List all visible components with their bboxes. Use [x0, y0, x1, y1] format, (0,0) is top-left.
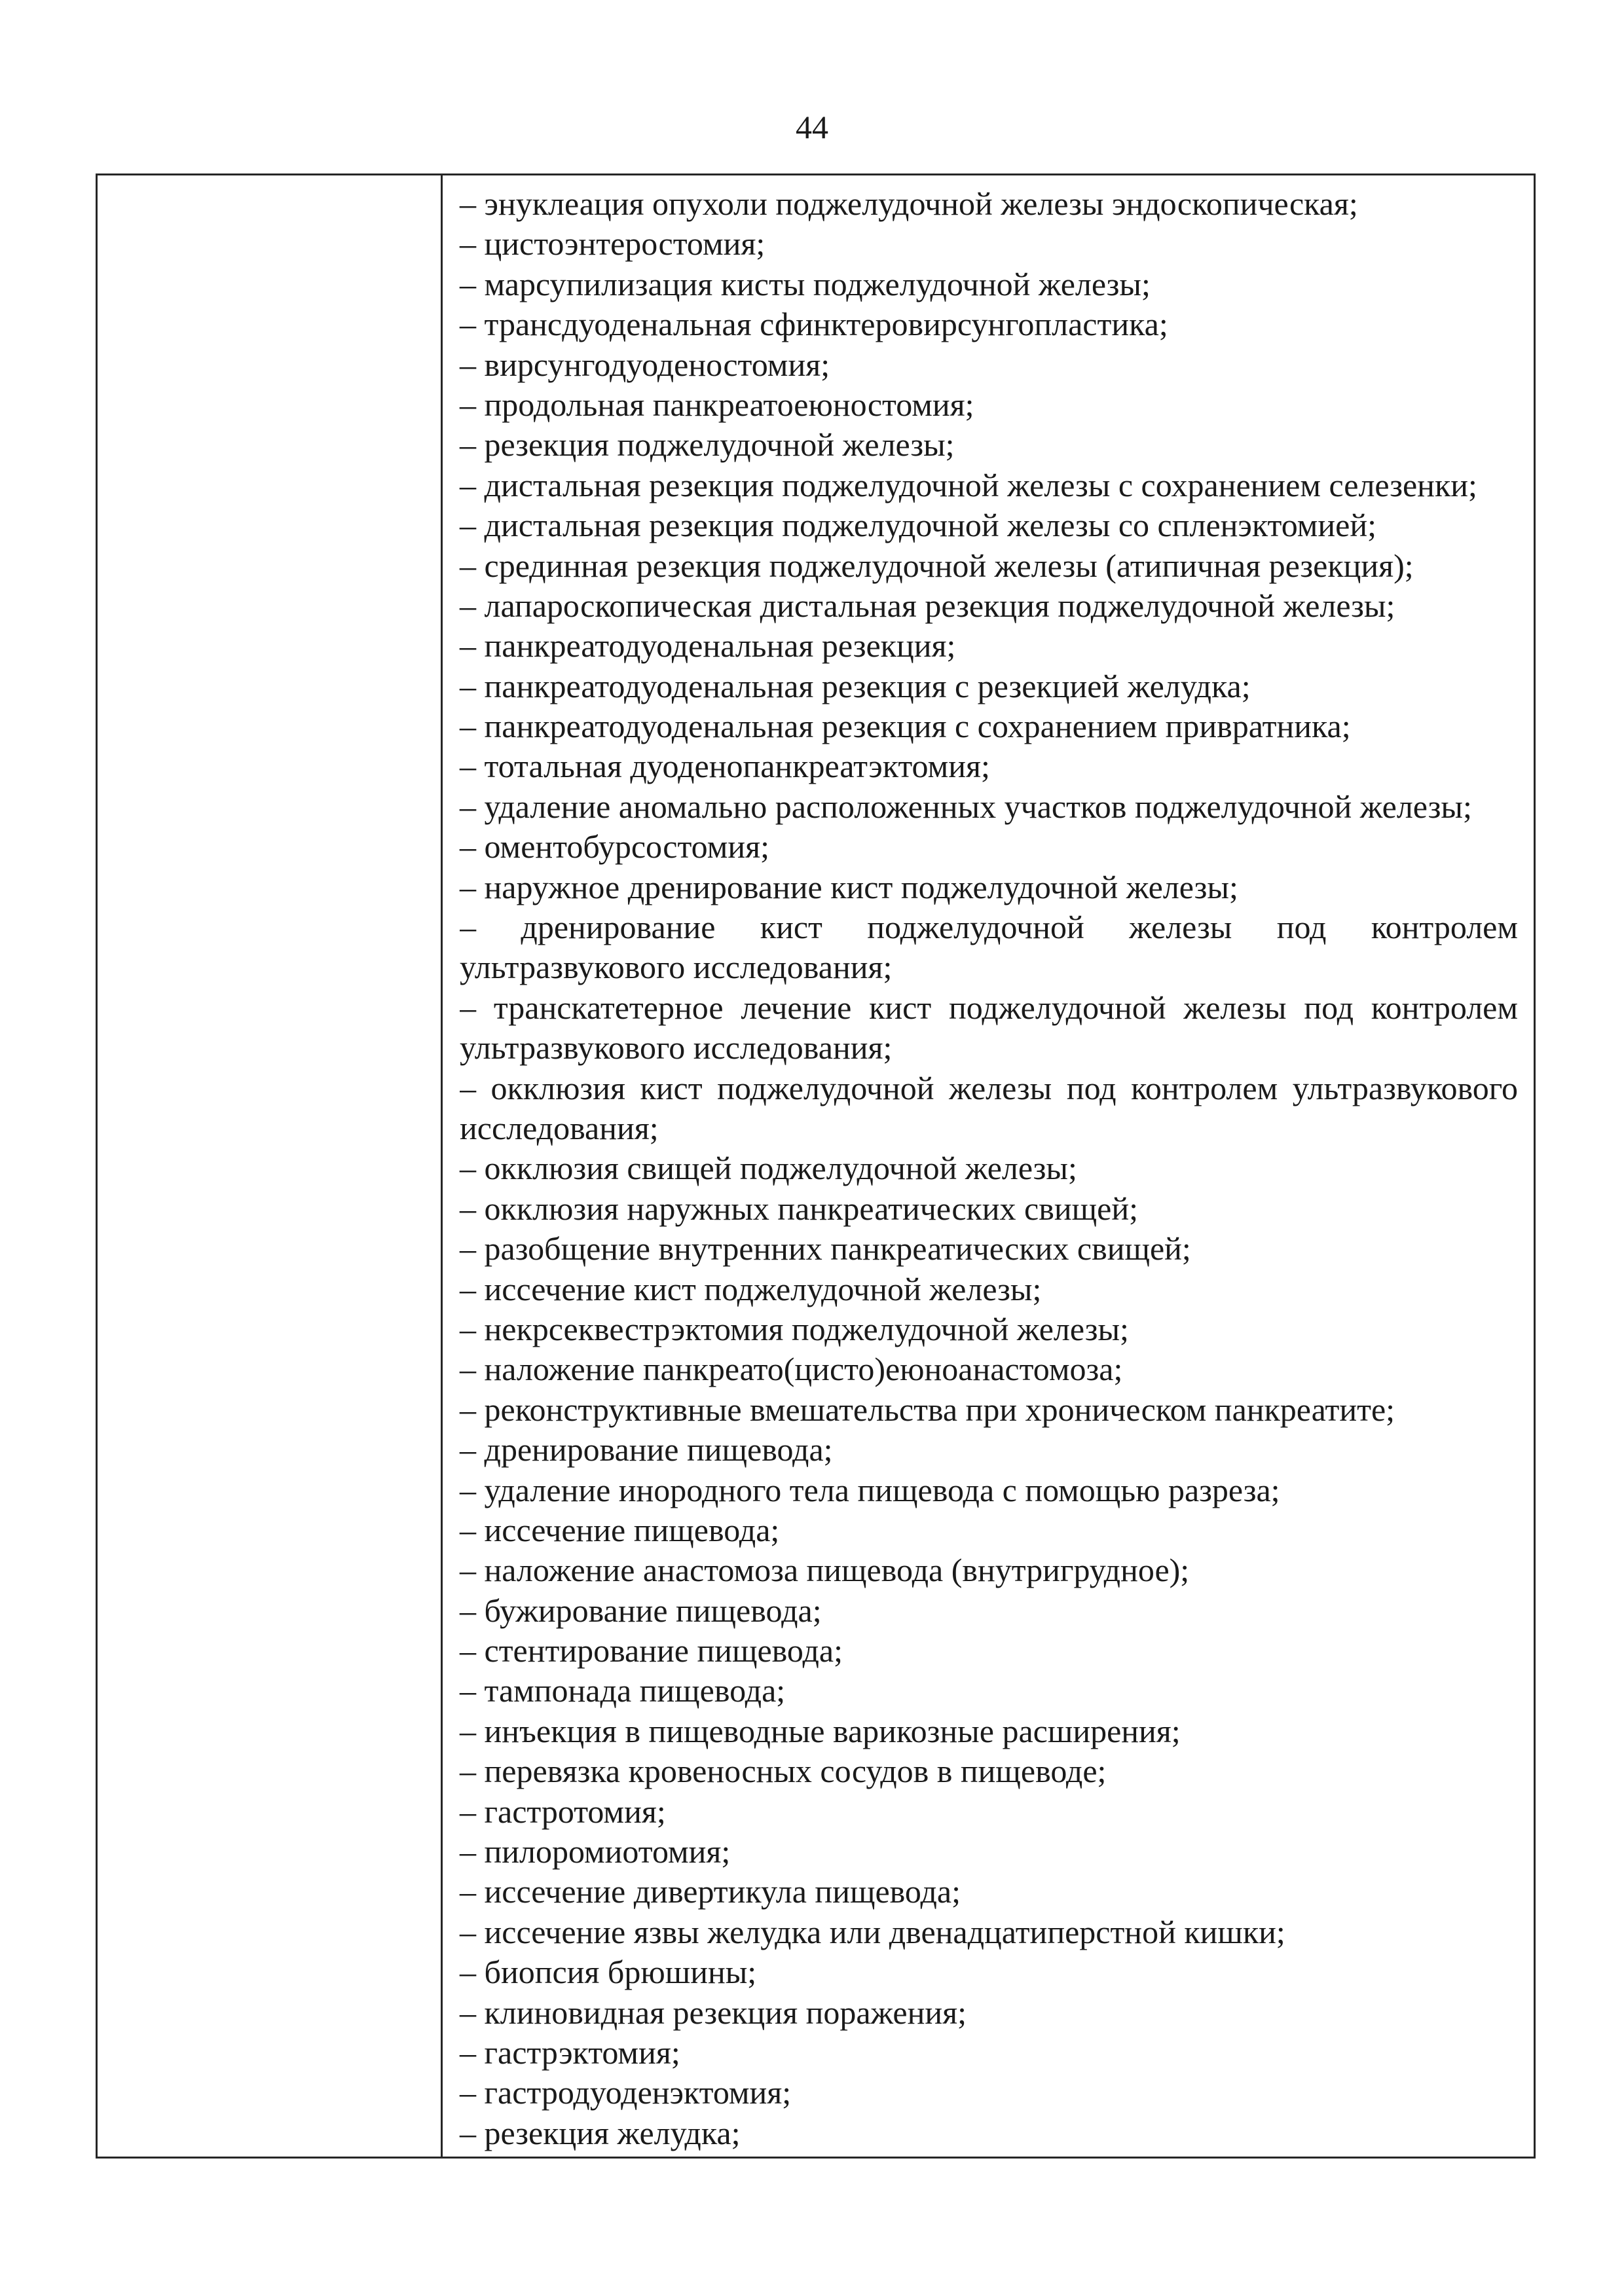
list-item-line: – гастрэктомия;	[460, 2033, 680, 2071]
list-item	[460, 867, 1518, 907]
list-item-line: – цистоэнтеростомия;	[460, 225, 766, 263]
list-item-line: – иссечение язвы желудка или двенадцатиперстной кишки;	[460, 1913, 1285, 1950]
list-item-line-continuation: исследования;	[460, 1109, 659, 1146]
list-item	[460, 304, 1518, 344]
list-item-line-continuation: ультразвукового исследования;	[460, 1029, 893, 1066]
list-item	[460, 1430, 1518, 1470]
list-item	[460, 1912, 1518, 1952]
list-item	[460, 1711, 1518, 1751]
list-item-line: – иссечение кист поджелудочной железы;	[460, 1270, 1042, 1307]
list-item	[460, 345, 1518, 385]
list-item	[460, 1269, 1518, 1309]
list-item-line-continuation: ультразвукового исследования;	[460, 949, 893, 986]
list-item	[460, 988, 1518, 1068]
list-item-line: – удаление аномально расположенных участков поджелудочной железы;	[460, 788, 1472, 825]
list-item	[460, 224, 1518, 264]
list-item	[460, 1229, 1518, 1269]
list-item-line: – лапароскопическая дистальная резекция поджелудочной железы;	[460, 587, 1395, 624]
list-item	[460, 1068, 1518, 1149]
list-item	[460, 746, 1518, 786]
list-item	[460, 827, 1518, 867]
list-item-line: – дистальная резекция поджелудочной железы со спленэктомией;	[460, 507, 1376, 544]
list-item-line: – пилоромиотомия;	[460, 1833, 731, 1870]
list-item	[460, 465, 1518, 505]
list-item-line: – срединная резекция поджелудочной железы (атипичная резекция);	[460, 547, 1414, 584]
list-item-line: – наложение панкреато(цисто)еюноанастомоза;	[460, 1351, 1123, 1388]
list-item-line: – некрсеквестрэктомия поджелудочной железы;	[460, 1310, 1129, 1347]
list-item-line: – перевязка кровеносных сосудов в пищеводе;	[460, 1753, 1107, 1790]
list-item-line: – резекция поджелудочной железы;	[460, 426, 955, 464]
list-item	[460, 1792, 1518, 1832]
list-item-line: – стентирование пищевода;	[460, 1632, 843, 1669]
list-item	[460, 1510, 1518, 1550]
page-number: 44	[796, 109, 828, 145]
list-item	[460, 1349, 1518, 1389]
list-item	[460, 2113, 1518, 2153]
table-cell-empty	[98, 175, 443, 2157]
list-item	[460, 907, 1518, 988]
list-item	[460, 1631, 1518, 1671]
list-item-line: – удаление инородного тела пищевода с помощью разреза;	[460, 1471, 1280, 1508]
list-item	[460, 1671, 1518, 1711]
list-item	[460, 425, 1518, 465]
list-item-line: – наружное дренирование кист поджелудочной железы;	[460, 868, 1238, 905]
list-item	[460, 1390, 1518, 1430]
list-item	[460, 1832, 1518, 1872]
list-item-line: – панкреатодуоденальная резекция с резекцией желудка;	[460, 667, 1251, 704]
list-item	[460, 787, 1518, 827]
list-item-line: – продольная панкреатоеюностомия;	[460, 386, 974, 423]
list-item	[460, 2073, 1518, 2113]
list-item-line: – оментобурсостомия;	[460, 828, 770, 866]
procedures-table	[96, 173, 1536, 2159]
list-item	[460, 385, 1518, 425]
list-item-line: – тампонада пищевода;	[460, 1672, 786, 1709]
list-item-line: – наложение анастомоза пищевода (внутригрудное);	[460, 1552, 1190, 1589]
list-item	[460, 1550, 1518, 1590]
table-cell-procedures	[443, 175, 1534, 2157]
list-item	[460, 1993, 1518, 2033]
list-item-line: – клиновидная резекция поражения;	[460, 1994, 967, 2031]
list-item	[460, 1309, 1518, 1349]
list-item-line: – вирсунгодуоденостомия;	[460, 346, 830, 383]
list-item-line: – марсупилизация кисты поджелудочной железы;	[460, 265, 1151, 302]
list-item	[460, 1470, 1518, 1510]
list-item-line: – окклюзия наружных панкреатических свищей;	[460, 1190, 1138, 1227]
list-item	[460, 1591, 1518, 1631]
list-item	[460, 1952, 1518, 1992]
list-item-line: – гастротомия;	[460, 1793, 666, 1830]
list-item	[460, 1872, 1518, 1912]
list-item-line: – окклюзия кист поджелудочной железы под контролем ультразвукового	[460, 1069, 1518, 1106]
list-item	[460, 706, 1518, 746]
list-item-line: – трансдуоденальная сфинктеровирсунгопластика;	[460, 306, 1168, 343]
list-item-line: – гастродуоденэктомия;	[460, 2074, 792, 2111]
list-item-line: – бужирование пищевода;	[460, 1592, 822, 1629]
list-item-line: – иссечение пищевода;	[460, 1511, 780, 1548]
list-item-line: – тотальная дуоденопанкреатэктомия;	[460, 748, 990, 785]
list-item-line: – разобщение внутренних панкреатических свищей;	[460, 1230, 1191, 1267]
list-item	[460, 1148, 1518, 1188]
list-item	[460, 546, 1518, 586]
list-item	[460, 264, 1518, 304]
list-item	[460, 1189, 1518, 1229]
list-item-line: – панкреатодуоденальная резекция с сохранением привратника;	[460, 708, 1351, 745]
list-item-line: – дренирование пищевода;	[460, 1431, 833, 1468]
list-item	[460, 666, 1518, 706]
list-item	[460, 505, 1518, 545]
list-item-line: – панкреатодуоденальная резекция;	[460, 627, 956, 665]
list-item-line: – биопсия брюшины;	[460, 1954, 757, 1991]
list-item-line: – энуклеация опухоли поджелудочной железы эндоскопическая;	[460, 185, 1358, 222]
list-item-line: – иссечение дивертикула пищевода;	[460, 1873, 961, 1910]
list-item-line: – реконструктивные вмешательства при хроническом панкреатите;	[460, 1391, 1395, 1428]
list-item-line: – резекция желудка;	[460, 2114, 741, 2151]
list-item	[460, 184, 1518, 224]
list-item	[460, 1751, 1518, 1791]
list-item-line: – дистальная резекция поджелудочной железы с сохранением селезенки;	[460, 466, 1477, 503]
list-item-line: – инъекция в пищеводные варикозные расширения;	[460, 1712, 1181, 1749]
list-item-line: – окклюзия свищей поджелудочной железы;	[460, 1150, 1077, 1187]
list-item-line: – дренирование кист поджелудочной железы под контролем	[460, 909, 1518, 946]
list-item-line: – транскатетерное лечение кист поджелудочной железы под контролем	[460, 989, 1518, 1026]
list-item	[460, 586, 1518, 626]
list-item	[460, 2033, 1518, 2073]
list-item	[460, 626, 1518, 666]
